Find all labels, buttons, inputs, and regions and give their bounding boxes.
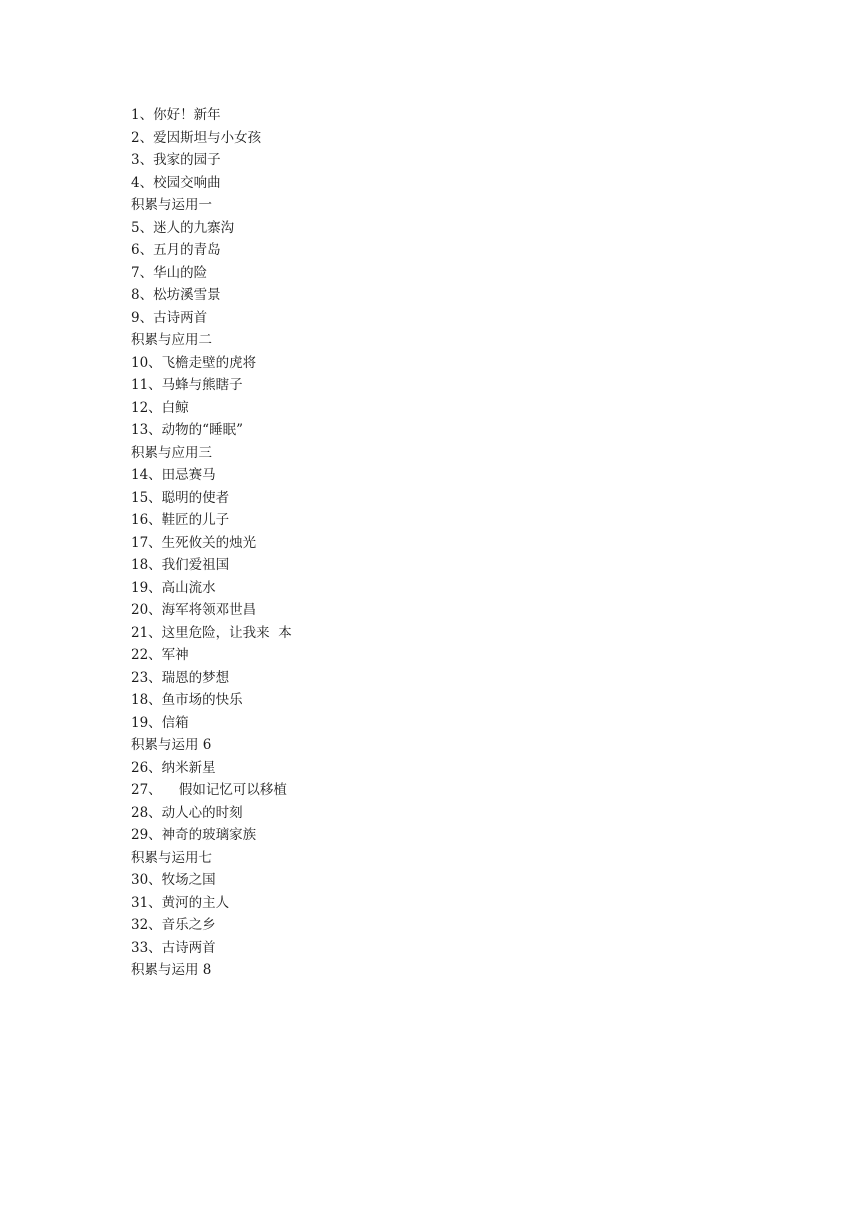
toc-line: 23、瑞恩的梦想 [131,669,230,686]
toc-line: 3、我家的园子 [131,152,221,168]
toc-section-heading: 积累与应用三 [131,444,212,461]
toc-line: 6、五月的青岛 [131,242,221,258]
toc-line: 13、动物的“睡眠” [131,422,243,438]
toc-line: 22、军神 [131,647,189,663]
toc-line: 27、 假如记忆可以移植 [131,782,287,798]
toc-line: 14、田忌赛马 [131,467,216,483]
toc-line: 18、鱼市场的快乐 [131,692,243,708]
toc-line: 15、聪明的使者 [131,489,230,506]
toc-line: 33、古诗两首 [131,939,216,956]
toc-section-heading: 积累与运用 8 [131,962,212,978]
toc-line: 1、你好！新年 [131,107,221,123]
toc-line: 16、鞋匠的儿子 [131,512,230,528]
toc-line: 9、古诗两首 [131,309,208,326]
toc-line: 10、飞檐走壁的虎将 [131,354,257,371]
toc-line: 26、纳米新星 [131,759,216,776]
toc-line: 2、爱因斯坦与小女孩 [131,129,262,146]
toc-line: 19、信箱 [131,714,189,731]
toc-line: 5、迷人的九寨沟 [131,219,235,236]
toc-line: 30、牧场之国 [131,872,216,888]
toc-line: 18、我们爱祖国 [131,557,230,573]
toc-line: 28、动人心的时刻 [131,804,243,821]
toc-line: 7、华山的险 [131,264,208,281]
table-of-contents [131,104,292,982]
toc-line: 11、马蜂与熊瞎子 [131,377,243,393]
toc-line: 19、高山流水 [131,579,216,596]
toc-line: 20、海军将领邓世昌 [131,602,257,618]
toc-line: 32、音乐之乡 [131,917,216,933]
toc-line: 21、这里危险，让我来 本 [131,624,292,641]
toc-line: 12、白鲸 [131,399,189,416]
toc-section-heading: 积累与应用二 [131,332,212,348]
toc-line: 8、松坊溪雪景 [131,287,221,303]
toc-line: 29、神奇的玻璃家族 [131,827,257,843]
toc-section-heading: 积累与运用一 [131,197,212,213]
toc-line: 31、黄河的主人 [131,894,230,911]
toc-line: 4、校园交响曲 [131,174,221,191]
toc-section-heading: 积累与运用七 [131,849,212,866]
toc-section-heading: 积累与运用 6 [131,737,212,753]
toc-line: 17、生死攸关的烛光 [131,534,257,551]
